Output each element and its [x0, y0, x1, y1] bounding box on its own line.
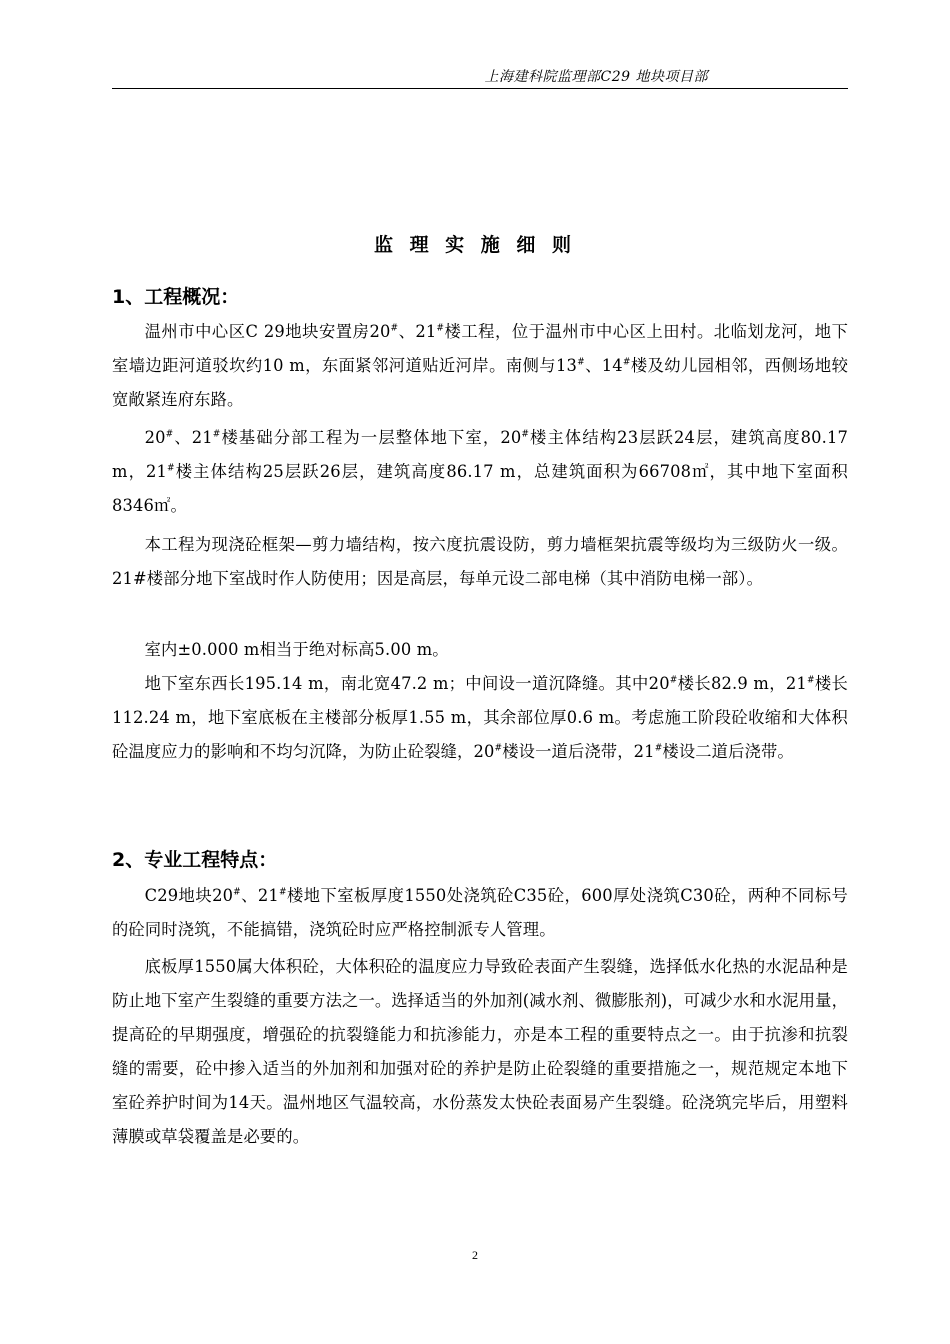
paragraph: 20#、21#楼基础分部工程为一层整体地下室，20#楼主体结构23层跃24层，建筑高度80.17 m，21#楼主体结构25层跃26层，建筑高度86.17 m，总建筑面积为66708㎡，其中地下室面积8346㎡。 — [112, 428, 848, 515]
paragraph: 室内±0.000 m相当于绝对标高5.00 m。 — [144, 640, 449, 659]
page-header — [112, 62, 848, 89]
paragraph: 底板厚1550属大体积砼，大体积砼的温度应力导致砼表面产生裂缝，选择低水化热的水泥品种是防止地下室产生裂缝的重要方法之一。选择适当的外加剂(减水剂、微膨胀剂)，可减少水和水泥用量，提高砼的早期强度，增强砼的抗裂缝能力和抗渗能力，亦是本工程的重要特点之一。由于抗渗和抗裂缝的需要，砼中掺入适当的外加剂和加强对砼的养护是防止砼裂缝的重要措施之一，规范规定本地下室砼养护时间为14天。温州地区气温较高，水份蒸发太快砼表面易产生裂缝。砼浇筑完毕后，用塑料薄膜或草袋覆盖是必要的。 — [112, 957, 848, 1146]
paragraph: 地下室东西长195.14 m，南北宽47.2 m；中间设一道沉降缝。其中20#楼长82.9 m，21#楼长112.24 m，地下室底板在主楼部分板厚1.55 m，其余部位厚0.6 m。考虑施工阶段砼收缩和大体积砼温度应力的影响和不均匀沉降，为防止砼裂缝，20#楼设一道后浇带，21#楼设二道后浇带。 — [112, 674, 848, 761]
paragraph: 本工程为现浇砼框架—剪力墙结构，按六度抗震设防，剪力墙框架抗震等级均为三级防火一级。21#楼部分地下室战时作人防使用；因是高层，每单元设二部电梯（其中消防电梯一部）。 — [112, 535, 848, 588]
paragraph: 温州市中心区C 29地块安置房20#、21#楼工程，位于温州市中心区上田村。北临划龙河，地下室墙边距河道驳坎约10 m，东面紧邻河道贴近河岸。南侧与13#、14#楼及幼儿园相邻，西侧场地较宽敞紧连府东路。 — [112, 322, 848, 409]
section-heading-overview: 1、工程概况： — [112, 286, 240, 308]
header-text: 上海建科院监理部C29 地块项目部 — [484, 69, 708, 85]
section-heading-features: 2、专业工程特点： — [112, 849, 278, 871]
paragraph: C29地块20#、21#楼地下室板厚度1550处浇筑砼C35砼，600厚处浇筑C30砼，两种不同标号的砼同时浇筑，不能搞错，浇筑砼时应严格控制派专人管理。 — [112, 886, 848, 939]
page-number: 2 — [472, 1248, 478, 1262]
document-title: 监 理 实 施 细 则 — [373, 234, 577, 256]
